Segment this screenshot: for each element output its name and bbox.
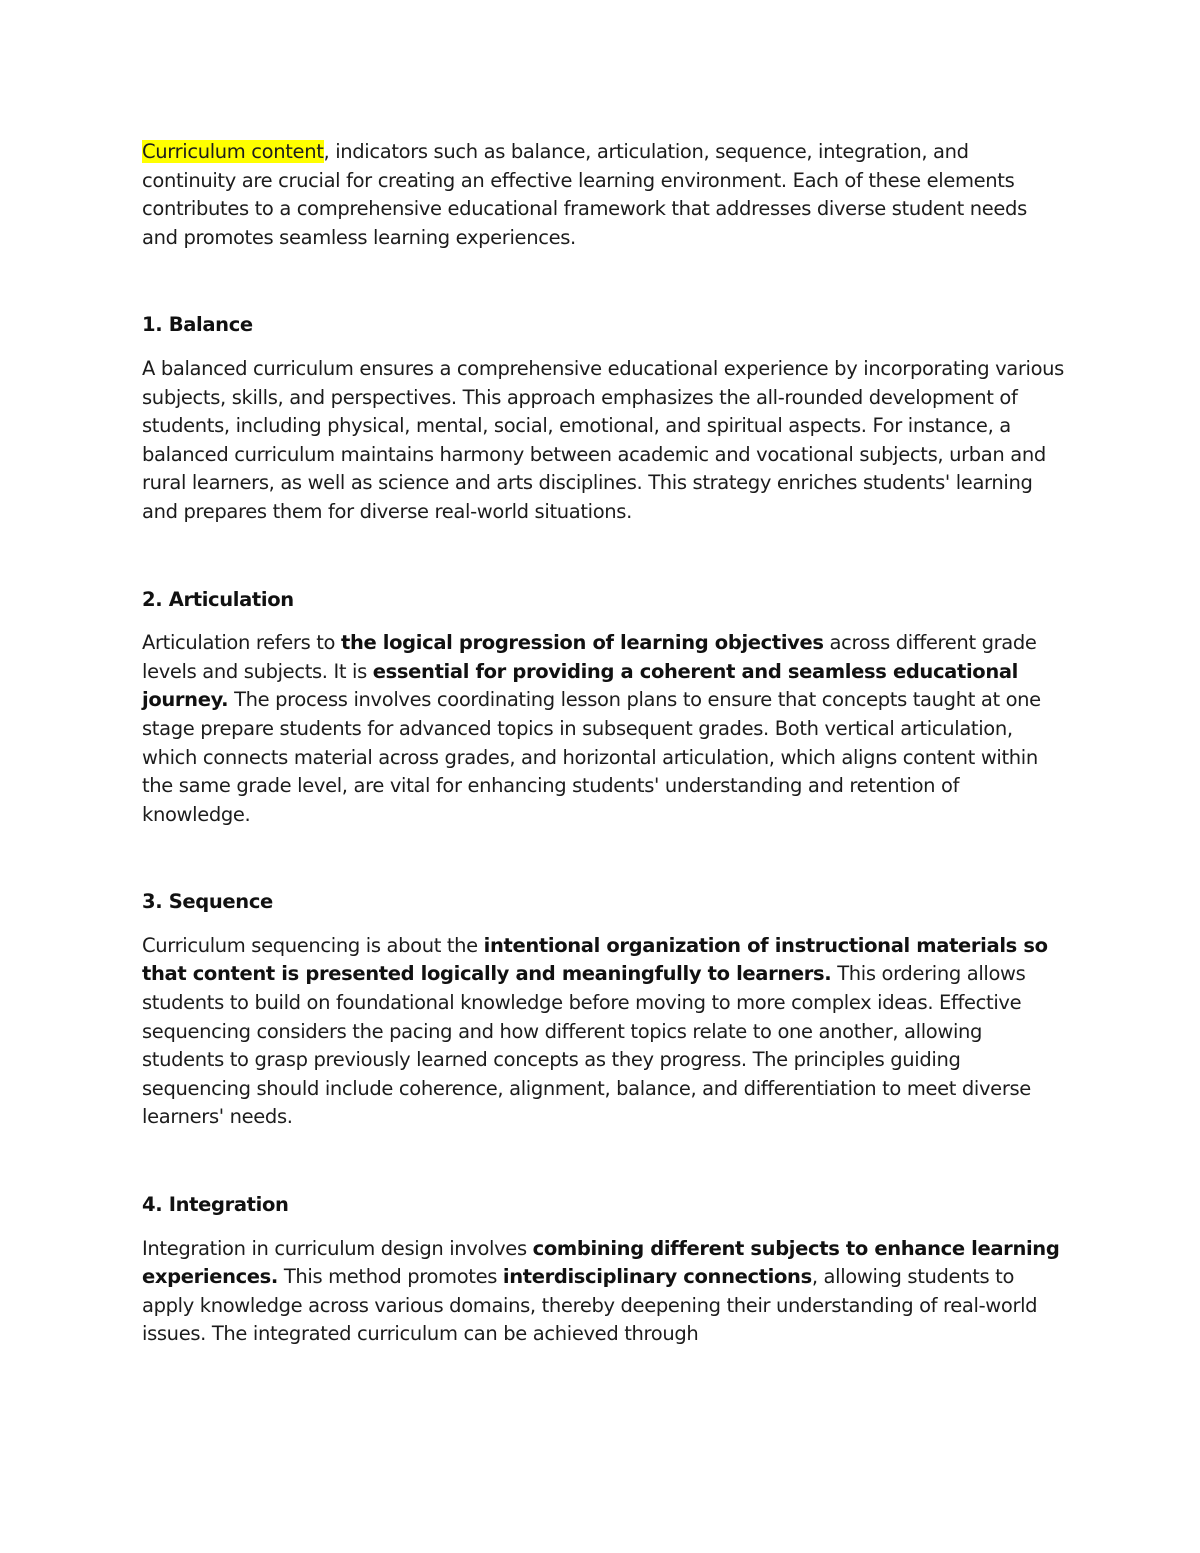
sections-container xyxy=(142,311,1064,1349)
bold-text: essential for providing a coherent and seamless educational journey. xyxy=(142,659,1019,712)
body-text: This method promotes xyxy=(278,1265,503,1289)
section-paragraph xyxy=(142,1235,1064,1349)
bold-text: the logical progression of learning objectives xyxy=(340,631,824,655)
section-paragraph xyxy=(142,355,1064,527)
body-text: This ordering allows students to build on foundational knowledge before moving to more complex ideas. Effective sequencing considers the pacing and how different topics relate to one another, allowing students to grasp previously learned concepts as they progress. The principles guiding sequencing should include coherence, alignment, balance, and differentiation to meet diverse learners' needs. xyxy=(142,962,1031,1129)
section-4 xyxy=(142,1191,1064,1349)
intro-text: , indicators such as balance, articulation, sequence, integration, and continuity are crucial for creating an effective learning environment. Each of these elements contributes to a comprehensive educational framework that addresses diverse student needs and promotes seamless learning experiences. xyxy=(142,140,1027,249)
section-1 xyxy=(142,311,1064,526)
section-heading: 3. Sequence xyxy=(142,890,273,914)
body-text: , allowing students to apply knowledge across various domains, thereby deepening their understanding of real-world issues. The integrated curriculum can be achieved through xyxy=(142,1265,1038,1346)
bold-text: interdisciplinary connections xyxy=(502,1265,812,1289)
intro-paragraph xyxy=(142,138,1064,252)
section-heading: 1. Balance xyxy=(142,313,253,337)
section-3 xyxy=(142,888,1064,1132)
section-paragraph xyxy=(142,932,1064,1132)
section-paragraph xyxy=(142,629,1064,829)
body-text: A balanced curriculum ensures a comprehensive educational experience by incorporating various subjects, skills, and perspectives. This approach emphasizes the all-rounded development of students, including physical, mental, social, emotional, and spiritual aspects. For instance, a balanced curriculum maintains harmony between academic and vocational subjects, urban and rural learners, as well as science and arts disciplines. This strategy enriches students' learning and prepares them for diverse real-world situations. xyxy=(142,356,1064,523)
body-text: Articulation refers to xyxy=(142,631,341,655)
body-text: The process involves coordinating lesson plans to ensure that concepts taught at one stage prepare students for advanced topics in subsequent grades. Both vertical articulation, which connects material across grades, and horizontal articulation, which aligns content within the same grade level, are vital for enhancing students' understanding and retention of knowledge. xyxy=(142,688,1041,826)
bold-text: combining different subjects to enhance learning experiences. xyxy=(142,1236,1060,1289)
body-text: across different grade levels and subjects. It is xyxy=(142,631,1037,683)
section-heading: 2. Articulation xyxy=(142,587,294,611)
section-2 xyxy=(142,586,1064,830)
document-page xyxy=(142,138,1064,1408)
highlighted-text: Curriculum content xyxy=(142,140,324,163)
body-text: Integration in curriculum design involves xyxy=(142,1236,533,1260)
bold-text: intentional organization of instructional materials so that content is presented logically and meaningfully to learners. xyxy=(142,933,1048,986)
section-heading: 4. Integration xyxy=(142,1193,289,1217)
body-text: Curriculum sequencing is about the xyxy=(142,933,484,957)
